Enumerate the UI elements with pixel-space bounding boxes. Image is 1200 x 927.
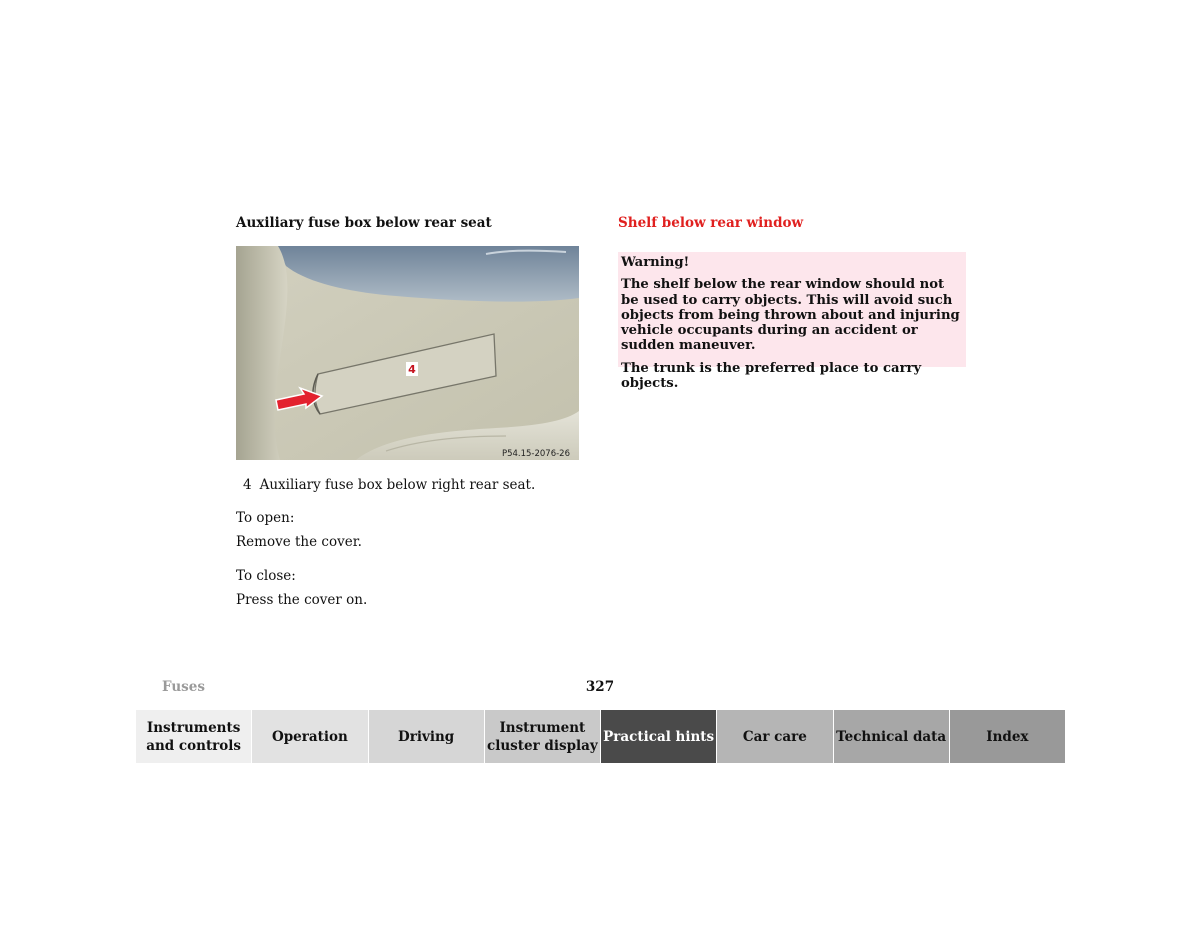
warning-box (618, 252, 966, 392)
section-heading-shelf: Shelf below rear window (618, 215, 804, 231)
illustration-svg (236, 246, 579, 460)
nav-tab-instruments-and-controls[interactable]: Instruments and controls (136, 710, 251, 763)
fuse-box-illustration (236, 246, 579, 460)
page-number: 327 (585, 679, 615, 695)
close-label: To close: (236, 568, 296, 584)
open-instruction: Remove the cover. (236, 534, 362, 550)
figure-caption (243, 477, 535, 493)
caption-number: 4 (243, 477, 252, 493)
nav-tab-practical-hints[interactable]: Practical hints (600, 710, 716, 763)
close-instruction: Press the cover on. (236, 592, 368, 608)
nav-tab-operation[interactable]: Operation (251, 710, 367, 763)
nav-tab-car-care[interactable]: Car care (716, 710, 832, 763)
warning-paragraph-1: The shelf below the rear window should not be used to carry objects. This will avoid such objects from being thrown about and injuring vehicle occupants during an accident or sudden maneuver. (621, 277, 960, 354)
figure-code: P54.15-2076-26 (501, 449, 570, 459)
warning-title: Warning! (621, 255, 690, 270)
warning-paragraph-2: The trunk is the preferred place to carry objects. (621, 360, 922, 392)
footer-section-name: Fuses (162, 679, 205, 695)
section-heading-aux-fuse-box: Auxiliary fuse box below rear seat (236, 215, 492, 231)
caption-text: Auxiliary fuse box below right rear seat. (259, 477, 536, 493)
nav-tab-technical-data[interactable]: Technical data (833, 710, 949, 763)
open-label: To open: (236, 510, 295, 526)
nav-tab-driving[interactable]: Driving (368, 710, 484, 763)
callout-4-label: 4 (408, 363, 416, 376)
nav-tab-index[interactable]: Index (949, 710, 1065, 763)
chapter-nav-bar (136, 710, 1065, 763)
nav-tab-instrument-cluster-display[interactable]: Instrument cluster display (484, 710, 600, 763)
